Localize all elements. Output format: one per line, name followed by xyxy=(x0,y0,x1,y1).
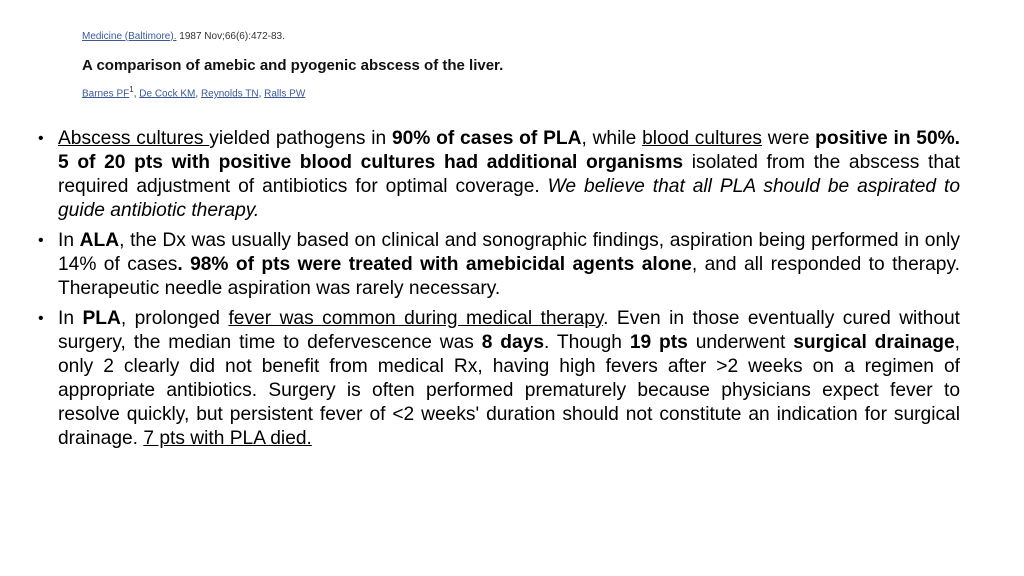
author-affiliation-mark: 1 xyxy=(129,85,134,94)
bullet-text-segment: 19 pts xyxy=(629,332,688,353)
bullet-item xyxy=(38,307,960,451)
bullet-text-segment: . Though xyxy=(544,332,630,353)
bullet-text-segment: ALA xyxy=(79,230,120,251)
bullet-text-segment: , and all responded to therapy. Therapeutic needle aspiration was rarely necessary. xyxy=(58,254,960,299)
bullet-text-segment: PLA xyxy=(82,308,121,329)
bullet-text-segment: underwent xyxy=(687,332,794,353)
bullet-text-segment: Abscess cultures xyxy=(58,128,210,149)
bullet-list xyxy=(38,127,960,457)
journal-date-issue: 1987 Nov;66(6):472-83. xyxy=(176,31,285,42)
bullet-text-segment: blood cultures xyxy=(642,128,762,149)
article-title: A comparison of amebic and pyogenic abscess of the liver. xyxy=(82,57,504,74)
bullet-text-segment: surgical drainage xyxy=(793,332,955,353)
bullet-text-segment: , while xyxy=(581,128,643,149)
bullet-text-segment: 7 pts with PLA died. xyxy=(143,428,312,449)
bullet-item xyxy=(38,229,960,301)
bullet-text-segment: We believe that all PLA should be aspirated to guide antibiotic therapy. xyxy=(58,176,960,221)
bullet-dot: • xyxy=(38,310,44,327)
bullet-text-segment: positive in 50%. 5 of 20 pts with positive blood cultures had additional organisms xyxy=(58,128,961,173)
journal-link[interactable]: Medicine (Baltimore). xyxy=(82,31,177,42)
bullet-text-segment: . Even in those eventually cured without surgery, the median time to defervescence was xyxy=(58,308,960,353)
author-link[interactable]: Ralls PW xyxy=(264,88,306,100)
bullet-text-segment: In xyxy=(58,230,80,251)
journal-line xyxy=(82,30,682,44)
author-link[interactable]: De Cock KM xyxy=(139,88,196,100)
author-separator: , xyxy=(258,88,265,100)
bullet-text-segment: , prolonged xyxy=(120,308,229,329)
bullet-text-segment: were xyxy=(762,128,816,149)
bullet-text-segment: fever was common during medical therapy xyxy=(228,308,604,329)
bullet-dot: • xyxy=(38,130,44,147)
bullet-text-segment: , the Dx was usually based on clinical and sonographic findings, aspiration being performed in only 14% of cases xyxy=(58,230,960,275)
author-link[interactable]: Reynolds TN xyxy=(200,88,259,100)
bullet-dot: • xyxy=(38,232,44,249)
bullet-text-segment: 8 days xyxy=(481,332,545,353)
author-list xyxy=(82,83,682,101)
citation-header xyxy=(82,30,682,101)
bullet-text-segment: 90% of cases of PLA xyxy=(391,128,582,149)
bullet-item xyxy=(38,127,960,223)
author-separator: , xyxy=(195,88,201,100)
bullet-text-segment: isolated from the abscess that required adjustment of antibiotics for optimal coverage. xyxy=(58,152,960,197)
bullet-text-segment: In xyxy=(58,308,83,329)
bullet-text-segment: . 98% of pts were treated with amebicidal agents alone xyxy=(177,254,692,275)
bullet-text-segment: yielded pathogens in xyxy=(209,128,392,149)
author-link[interactable]: Barnes PF xyxy=(82,88,130,100)
bullet-text-segment: , only 2 clearly did not benefit from medical Rx, having high fevers after >2 weeks on a regimen of appropriate antibiotics. Surgery is often performed prematurely because physicians expect fever to resolve quickly, but persistent fever of <2 weeks' duration should not constitute an indication for surgical drainage. xyxy=(58,332,960,449)
author-separator: , xyxy=(133,88,140,100)
